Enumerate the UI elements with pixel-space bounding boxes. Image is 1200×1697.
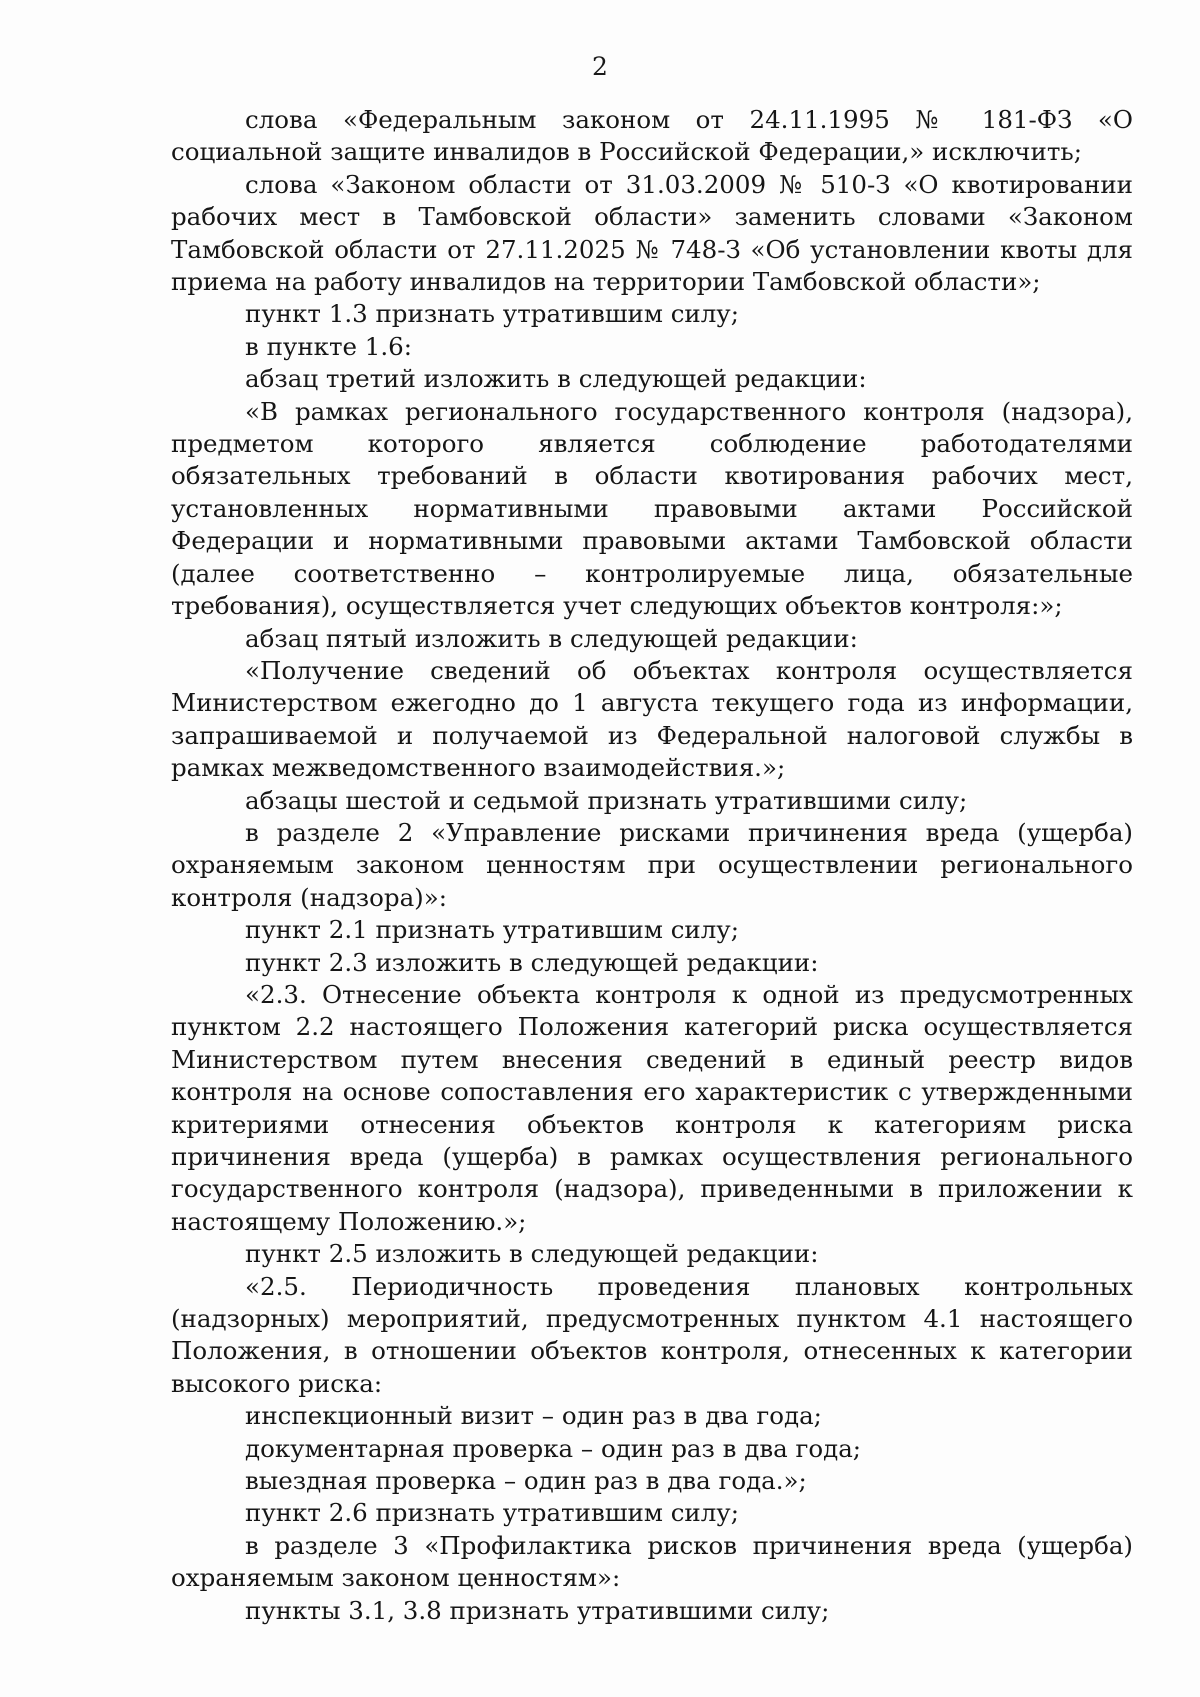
document-body (171, 104, 1133, 1627)
paragraph: «Получение сведений об объектах контроля осуществляется Министерством ежегодно до 1 августа текущего года из информации, запрашиваемой и получаемой из Федеральной налоговой службы в рамках межведомственного взаимодействия.»; (171, 655, 1133, 783)
paragraph: слова «Федеральным законом от 24.11.1995 № 181-ФЗ «О социальной защите инвалидов в Российской Федерации,» исключить; (171, 105, 1133, 167)
paragraph: абзацы шестой и седьмой признать утратившими силу; (245, 785, 968, 815)
paragraph: пункт 2.5 изложить в следующей редакции: (245, 1239, 819, 1269)
paragraph: «В рамках регионального государственного контроля (надзора), предметом которого является соблюдение работодателями обязательных требований в области квотирования рабочих мест, установленных нормативными правовыми актами Российской Федерации и нормативными правовыми актами Тамбовской области (далее соответственно – контролируемые лица, обязательные требования), осуществляется учет следующих объектов контроля:»; (171, 396, 1133, 621)
paragraph: пункт 2.3 изложить в следующей редакции: (245, 947, 819, 977)
paragraph: пункт 2.1 признать утратившим силу; (245, 915, 739, 945)
paragraph: слова «Законом области от 31.03.2009 № 510-З «О квотировании рабочих мест в Тамбовской области» заменить словами «Законом Тамбовской области от 27.11.2025 № 748-З «Об установлении квоты для приема на работу инвалидов на территории Тамбовской области»; (171, 169, 1133, 297)
page-number: 2 (592, 52, 608, 81)
paragraph: пункт 2.6 признать утратившим силу; (245, 1498, 739, 1528)
paragraph: пункты 3.1, 3.8 признать утратившими силу; (245, 1595, 830, 1625)
paragraph: инспекционный визит – один раз в два года; (245, 1401, 822, 1431)
paragraph: пункт 1.3 признать утратившим силу; (245, 299, 739, 329)
paragraph: «2.5. Периодичность проведения плановых контрольных (надзорных) мероприятий, предусмотренных пунктом 4.1 настоящего Положения, в отношении объектов контроля, отнесенных к категории высокого риска: (171, 1271, 1133, 1398)
paragraph: в пункте 1.6: (245, 331, 413, 361)
paragraph: выездная проверка – один раз в два года.»; (245, 1466, 807, 1496)
paragraph: в разделе 3 «Профилактика рисков причинения вреда (ущерба) охраняемым законом ценностям»: (171, 1530, 1133, 1593)
paragraph: абзац третий изложить в следующей редакции: (245, 364, 867, 394)
paragraph: абзац пятый изложить в следующей редакции: (245, 623, 858, 653)
paragraph: в разделе 2 «Управление рисками причинения вреда (ущерба) охраняемым законом ценностям при осуществлении регионального контроля (надзора)»: (171, 817, 1133, 912)
paragraph: документарная проверка – один раз в два года; (245, 1433, 862, 1463)
paragraph: «2.3. Отнесение объекта контроля к одной из предусмотренных пунктом 2.2 настоящего Положения категорий риска осуществляется Министерством путем внесения сведений в единый реестр видов контроля на основе сопоставления его характеристик с утвержденными критериями отнесения объектов контроля к категориям риска причинения вреда (ущерба) в рамках осуществления регионального государственного контроля (надзора), приведенными в приложении к настоящему Положению.»; (171, 979, 1133, 1236)
